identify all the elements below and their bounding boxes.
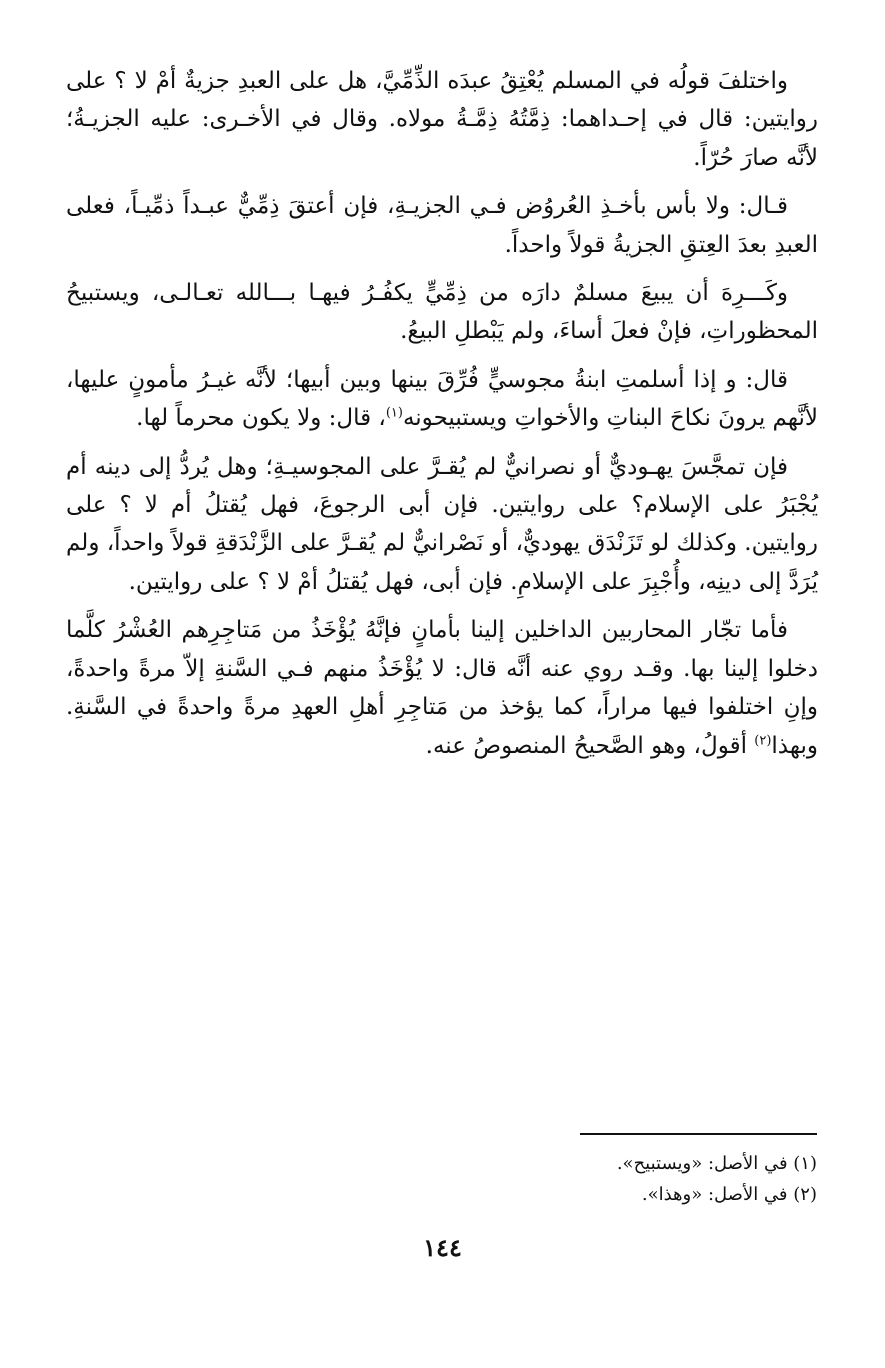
footnote-divider <box>580 1133 817 1135</box>
page-number: ١٤٤ <box>423 1233 462 1262</box>
footnote-1: (١) في الأصل: «ويستبيح». <box>616 1153 817 1174</box>
paragraph-text: وكَـــرِهَ أن يبيعَ مسلمٌ دارَه من ذِمِّيٍّ يكفُـرُ فيهـا بـــالله تعـالـى، ويستبيحُ المحظوراتِ، فإنْ فعلَ أساءَ، ولم يَبْطلِ البيعُ. <box>66 280 818 345</box>
paragraph-6 <box>66 611 818 765</box>
paragraph-4 <box>66 361 818 438</box>
footnote-2: (٢) في الأصل: «وهذا». <box>641 1184 817 1205</box>
paragraph-text: فإن تمجَّسَ يهـوديٌّ أو نصرانيٌّ لم يُقـرَّ على المجوسيـةِ؛ وهل يُردُّ إلى دينه أم يُجْبَرُ على الإسلام؟ على روايتين. فإن أبى الرجوعَ، فهل يُقتلُ أم لا ؟ على روايتين. وكذلك لو تَزَنْدَق يهوديٌّ، أو نَصْرانيٌّ لم يُقـرَّ على الزَّنْدَقةِ قولاً واحداً، ولم يُرَدَّ إلى دينِه، وأُجْبِرَ على الإسلامِ. فإن أبى، فهل يُقتلُ أمْ لا ؟ على روايتين. <box>66 453 818 595</box>
paragraph-1 <box>66 62 818 177</box>
paragraph-2 <box>66 187 818 264</box>
paragraph-text-continued: ، قال: ولا يكون محرماً لها. <box>136 405 386 432</box>
paragraph-text: فأما تجّار المحاربين الداخلين إلينا بأمانٍ فإنَّهُ يُؤْخَذُ من مَتاجِرِهم العُشْرُ كلَّما دخلوا إلينا بها. وقـد روي عنه أنَّه قال: لا يُؤْخَذُ منهم فـي السَّنةِ إلاّ مرةً واحدةً، وإنِ اختلفوا فيها مراراً، كما يؤخذ من مَتاجِرِ أهلِ العهدِ مرةً واحدةً في السَّنةِ. وبهذا <box>66 617 818 759</box>
paragraph-text: قـال: ولا بأس بأخـذِ العُروُض فـي الجزيـةِ، فإن أعتقَ ذِمِّيٌّ عبـداً ذمِّيـاً، فعلى العبدِ بعدَ العِتقِ الجزيةُ قولاً واحداً. <box>66 193 818 258</box>
paragraph-5 <box>66 448 818 602</box>
footnote-reference-1[interactable]: (١) <box>385 405 403 421</box>
paragraph-text: قال: و إذا أسلمتِ ابنةُ مجوسيٍّ فُرِّقَ بينها وبين أبيها؛ لأنَّه غيـرُ مأمونٍ عليها، لأنَّهم يرونَ نكاحَ البناتِ والأخواتِ ويستبيحونه <box>66 366 818 432</box>
paragraph-text: واختلفَ قولُه في المسلم يُعْتِقُ عبدَه الذِّمِّيَّ، هل على العبدِ جزيةٌ أمْ لا ؟ على روايتين: قال في إحـداهما: ذِمَّتُهُ ذِمَّـةُ مولاه. وقال في الأخـرى: عليه الجزيـةُ؛ لأنَّه صارَ حُرّاً. <box>66 68 818 171</box>
main-text <box>66 62 818 775</box>
footnote-reference-2[interactable]: (٢) <box>754 732 772 748</box>
footnotes <box>420 1148 817 1210</box>
paragraph-text-continued: أقولُ، وهو الصَّحيحُ المنصوصُ عنه. <box>425 732 755 759</box>
paragraph-3 <box>66 274 818 351</box>
